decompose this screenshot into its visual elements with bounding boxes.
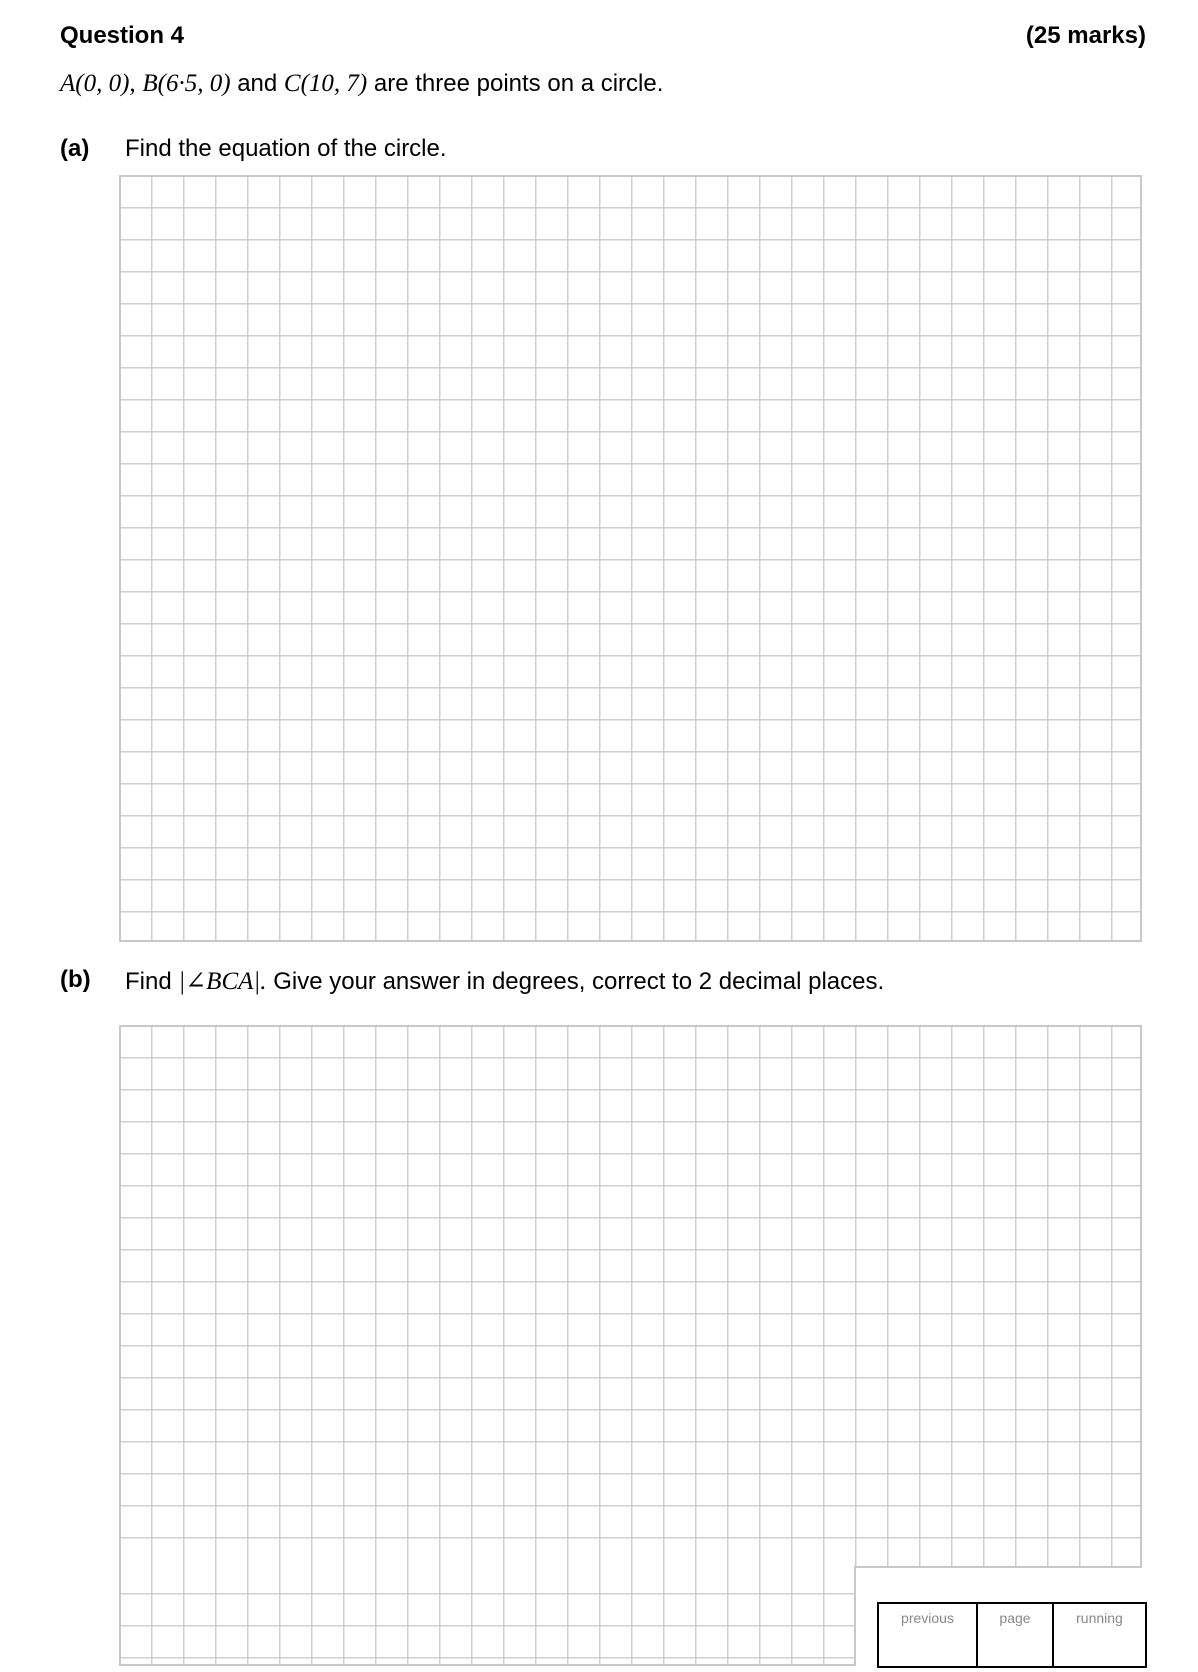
question-marks: (25 marks) xyxy=(1025,22,1146,49)
part-b-angle: |∠BCA|. xyxy=(178,968,267,995)
point-a: A(0, 0), xyxy=(60,70,136,97)
part-b-text xyxy=(125,966,884,996)
page-cell: page xyxy=(976,1604,1052,1666)
stem-tail: are three points on a circle. xyxy=(373,70,664,97)
part-a-label: (a) xyxy=(60,135,90,162)
question-stem xyxy=(60,70,663,98)
running-cell: running xyxy=(1052,1604,1145,1666)
stem-and: and xyxy=(237,70,278,97)
point-c: C(10, 7) xyxy=(283,70,368,97)
answer-grid-part-a[interactable] xyxy=(119,175,1142,942)
part-b-label: (b) xyxy=(60,966,91,993)
point-b: B(6·5, 0) xyxy=(142,70,231,97)
previous-cell: previous xyxy=(901,1610,954,1626)
answer-grid-part-b-lower[interactable] xyxy=(119,1566,856,1666)
question-title: Question 4 xyxy=(60,22,185,49)
page-tally-box xyxy=(877,1602,1147,1668)
grid-divider xyxy=(856,1566,1142,1568)
part-a-text: Find the equation of the circle. xyxy=(125,135,447,162)
part-b-instruction: Give your answer in degrees, correct to 2 decimal places. xyxy=(273,968,885,995)
answer-grid-part-b[interactable] xyxy=(119,1025,1142,1568)
part-b-find: Find xyxy=(125,968,172,995)
